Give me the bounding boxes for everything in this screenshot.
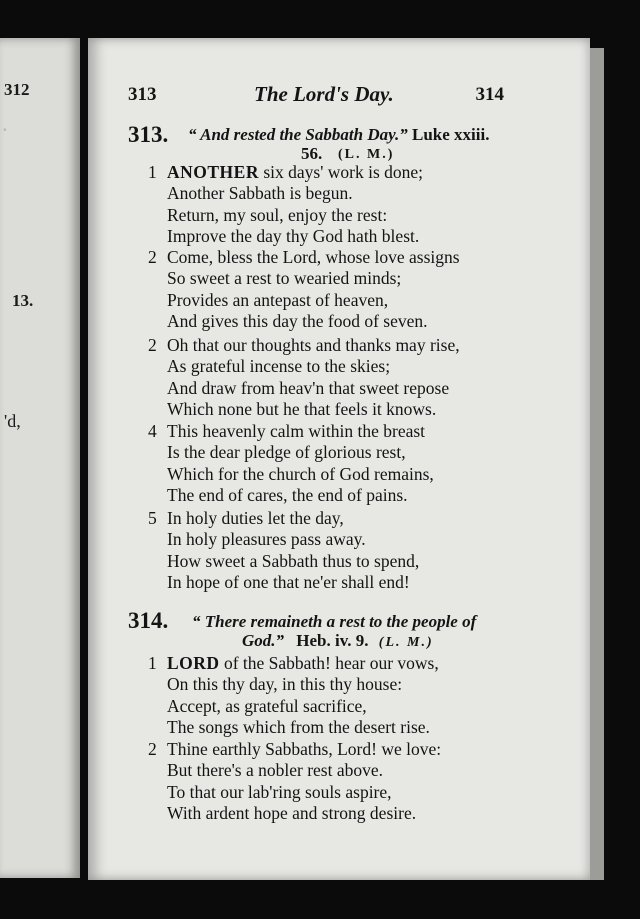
stanza-line: 1 ANOTHER six days' work is done; (148, 162, 424, 182)
page-header (88, 82, 590, 110)
stanza-line: In hope of one that ne'er shall end! (167, 571, 410, 592)
stanza-line: 2 Come, bless the Lord, whose love assigns (148, 247, 460, 267)
page-number-right: 314 (475, 84, 504, 105)
hymnal-page (88, 38, 590, 880)
stanza-line: How sweet a Sabbath thus to spend, (167, 550, 420, 571)
hymn-title: “ And rested the Sabbath Day.” Luke xxiii. (188, 125, 490, 144)
previous-page-fragment: 'd, (4, 411, 21, 431)
stanza-line: Provides an antepast of heaven, (167, 289, 389, 310)
hymn-title: “ There remaineth a rest to the people of (192, 612, 477, 631)
stanza-1 (148, 653, 568, 738)
stanza-line: 2 Thine earthly Sabbaths, Lord! we love: (148, 739, 442, 759)
stanza-line: The songs which from the desert rise. (167, 716, 430, 737)
stanza-line: With ardent hope and strong desire. (167, 802, 417, 823)
stanza-line: So sweet a rest to wearied minds; (167, 268, 402, 289)
previous-page-number: 312 (4, 80, 30, 99)
stanza-line: Is the dear pledge of glorious rest, (167, 442, 406, 463)
page-number-left: 313 (128, 84, 157, 105)
stanza-line: The end of cares, the end of pains. (167, 484, 408, 505)
stanza-3 (148, 335, 568, 420)
hymn-number: 314. (128, 608, 169, 633)
stanza-line: On this thy day, in this thy house: (167, 674, 403, 695)
stanza-line: To that our lab'ring souls aspire, (167, 781, 392, 802)
stanza-line: But there's a nobler rest above. (167, 760, 383, 781)
stanza-line: 4 This heavenly calm within the breast (148, 421, 426, 441)
stanza-line: Which none but he that feels it knows. (167, 398, 437, 419)
scripture-reference: Heb. iv. 9. (296, 631, 369, 650)
stanza-line: 1 LORD of the Sabbath! hear our vows, (148, 653, 439, 673)
hymn-meter: (L. M.) (378, 635, 434, 650)
hymn-meter: (L. M.) (338, 147, 395, 162)
page-edge (590, 48, 604, 880)
scripture-reference: Luke xxiii. (412, 125, 490, 144)
stanza-line: In holy pleasures pass away. (167, 529, 366, 550)
running-title: The Lord's Day. (254, 82, 394, 106)
stanza-line: And gives this day the food of seven. (167, 310, 428, 331)
stanza-line: Another Sabbath is begun. (167, 183, 353, 204)
previous-page-margin-number: 13. (12, 291, 34, 310)
stanza-line: As grateful incense to the skies; (167, 356, 391, 377)
previous-page (0, 38, 80, 878)
stanza-line: And draw from heav'n that sweet repose (167, 377, 450, 398)
stanza-2 (148, 739, 568, 824)
stanza-1 (148, 162, 568, 247)
stanza-line: 5 In holy duties let the day, (148, 508, 344, 528)
stanza-line: Improve the day thy God hath blest. (167, 225, 420, 246)
stanza-4 (148, 421, 568, 506)
stanza-2 (148, 247, 568, 332)
stanza-5 (148, 508, 568, 593)
bleed-through-mark: · (2, 120, 8, 139)
stanza-line: Accept, as grateful sacrifice, (167, 695, 367, 716)
hymn-title-continuation: 56. (301, 144, 323, 163)
stanza-line: Which for the church of God remains, (167, 463, 434, 484)
stanza-line: Return, my soul, enjoy the rest: (167, 204, 388, 225)
hymn-number: 313. (128, 122, 169, 147)
hymn-title-continuation: God.” Heb. iv. 9. (L. M.) (242, 631, 434, 650)
stanza-line: 2 Oh that our thoughts and thanks may rise, (148, 335, 460, 355)
